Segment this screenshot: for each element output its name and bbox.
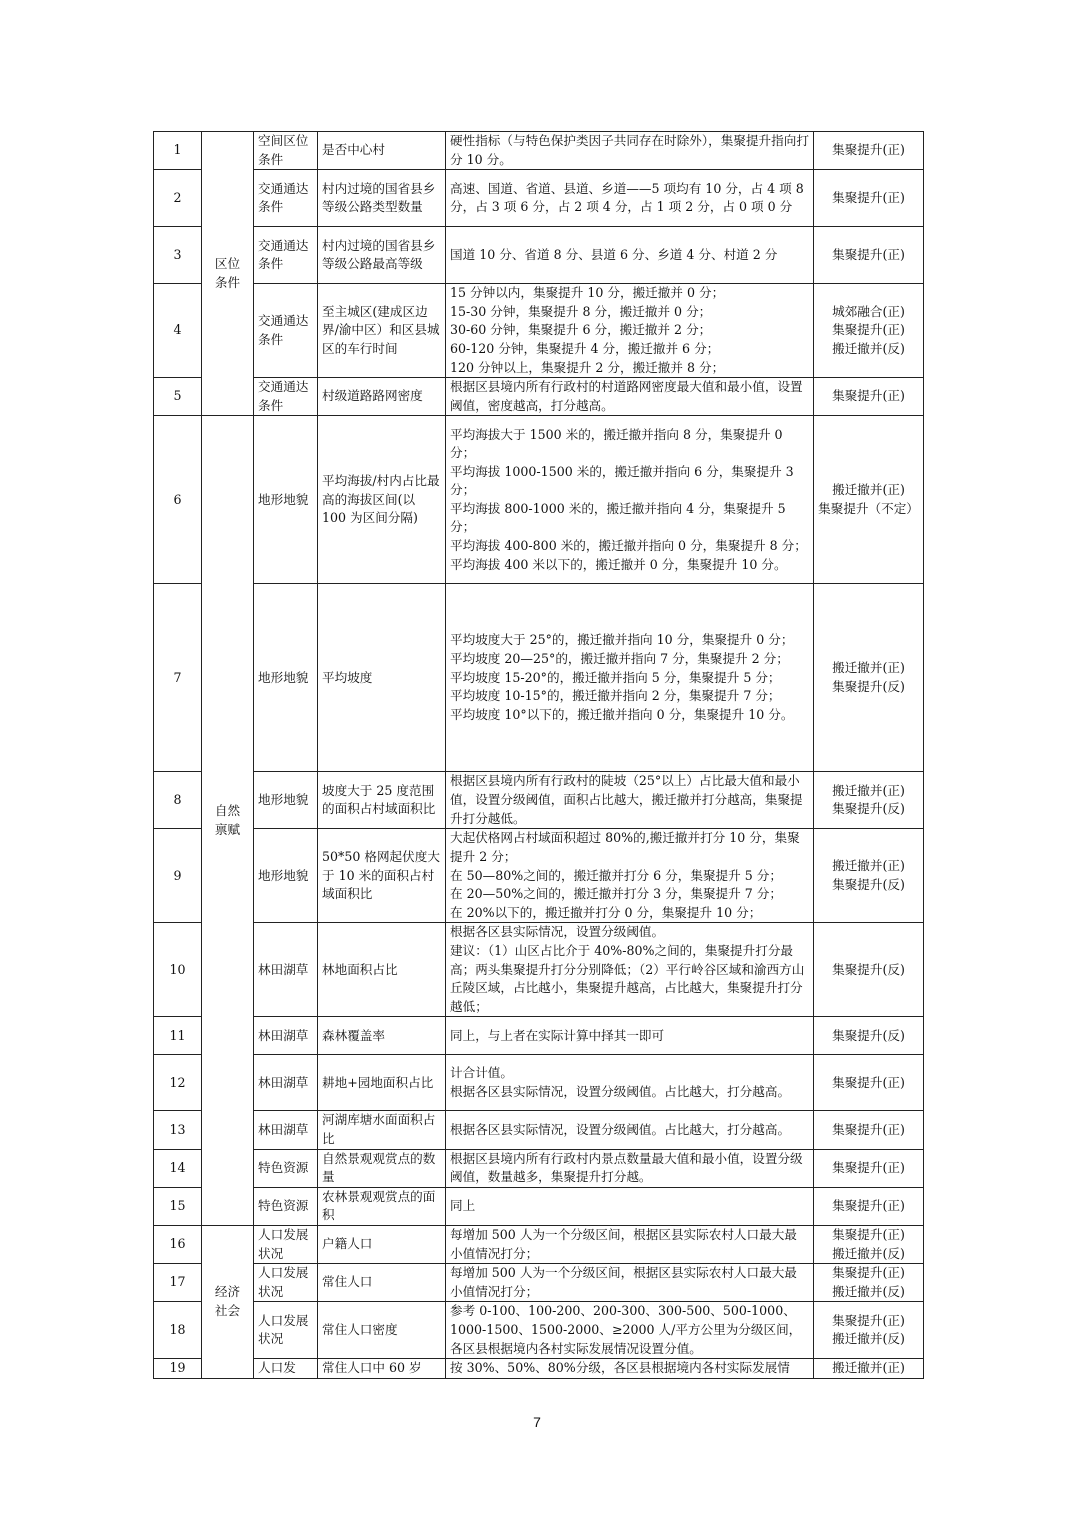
dimension-cell: 人口发展状况: [254, 1225, 318, 1263]
table-row: [154, 170, 924, 227]
scoring-rule-cell: 参考 0-100、100-200、200-300、300-500、500-1000、1000-1500、1500-2000、≥2000 人/平方公里为分级区间，各区县根据境内各村实际发展情况设置分值。: [446, 1302, 814, 1359]
scoring-rule-cell: 按 30%、50%、80%分级，各区县根据境内各村实际发展情: [446, 1359, 814, 1379]
scoring-rule-cell: 平均海拔大于 1500 米的，搬迁撤并指向 8 分，集聚提升 0 分； 平均海拔 1000-1500 米的，搬迁撤并指向 6 分，集聚提升 3 分； 平均海拔 800-1000 米的，搬迁撤并指向 4 分，集聚提升 5 分； 平均海拔 400-800 米的，搬迁撤并指向 0 分，集聚提升 8 分； 平均海拔 400 米以下的，搬迁撤并 0 分，集聚提升 10 分。: [446, 416, 814, 584]
row-number: 10: [154, 923, 202, 1017]
scoring-rule-cell: 每增加 500 人为一个分级区间，根据区县实际农村人口最大最小值情况打分；: [446, 1264, 814, 1302]
row-number: 3: [154, 227, 202, 284]
table-row: [154, 923, 924, 1017]
row-number: 5: [154, 378, 202, 416]
row-number: 9: [154, 829, 202, 923]
row-number: 13: [154, 1111, 202, 1149]
dimension-cell: 地形地貌: [254, 416, 318, 584]
table-row: [154, 1187, 924, 1225]
indicator-cell: 平均海拔/村内占比最高的海拔区间(以 100 为区间分隔): [318, 416, 446, 584]
scoring-rule-cell: 硬性指标（与特色保护类因子共同存在时除外），集聚提升指向打分 10 分。: [446, 132, 814, 170]
table-row: [154, 378, 924, 416]
scoring-rule-cell: 计合计值。 根据各区县实际情况，设置分级阈值。占比越大，打分越高。: [446, 1055, 814, 1111]
scoring-rule-cell: 根据各区县实际情况，设置分级阈值。 建议：（1）山区占比介于 40%-80%之间的，集聚提升打分最高；两头集聚提升打分分别降低；（2）平行岭谷区域和渝西方山丘陵区域，占比越小，集聚提升越高，占比越大，集聚提升打分越低；: [446, 923, 814, 1017]
dimension-cell: 林田湖草: [254, 1111, 318, 1149]
table-row: [154, 1359, 924, 1379]
direction-cell: 搬迁撤并(正) 集聚提升（不定）: [814, 416, 924, 584]
table-row: [154, 1111, 924, 1149]
indicator-cell: 森林覆盖率: [318, 1017, 446, 1055]
dimension-cell: 地形地貌: [254, 584, 318, 772]
table-row: [154, 132, 924, 170]
indicator-cell: 耕地+园地面积占比: [318, 1055, 446, 1111]
indicator-cell: 村内过境的国省县乡等级公路类型数量: [318, 170, 446, 227]
direction-cell: 集聚提升(正): [814, 1187, 924, 1225]
dimension-cell: 林田湖草: [254, 923, 318, 1017]
direction-cell: 搬迁撤并(正) 集聚提升(反): [814, 772, 924, 829]
dimension-cell: 林田湖草: [254, 1055, 318, 1111]
page-number: 7: [533, 1414, 541, 1430]
scoring-rule-cell: 高速、国道、省道、县道、乡道——5 项均有 10 分，占 4 项 8 分，占 3 项 6 分，占 2 项 4 分，占 1 项 2 分，占 0 项 0 分: [446, 170, 814, 227]
row-number: 6: [154, 416, 202, 584]
indicator-cell: 平均坡度: [318, 584, 446, 772]
dimension-cell: 空间区位条件: [254, 132, 318, 170]
direction-cell: 集聚提升(正) 搬迁撤并(反): [814, 1225, 924, 1263]
table-row: [154, 1149, 924, 1187]
dimension-cell: 人口发展状况: [254, 1264, 318, 1302]
direction-cell: 集聚提升(正): [814, 1149, 924, 1187]
indicator-table: [153, 131, 924, 1379]
table-row: [154, 416, 924, 584]
table-row: [154, 1017, 924, 1055]
table-row: [154, 227, 924, 284]
row-number: 4: [154, 284, 202, 378]
category-cell: 经济 社会: [202, 1225, 254, 1378]
category-cell: 区位 条件: [202, 132, 254, 416]
dimension-cell: 交通通达条件: [254, 227, 318, 284]
indicator-cell: 农林景观观赏点的面积: [318, 1187, 446, 1225]
scoring-rule-cell: 根据各区县实际情况，设置分级阈值。占比越大，打分越高。: [446, 1111, 814, 1149]
direction-cell: 城郊融合(正) 集聚提升(正) 搬迁撤并(反): [814, 284, 924, 378]
scoring-rule-cell: 15 分钟以内，集聚提升 10 分，搬迁撤并 0 分； 15-30 分钟，集聚提升 8 分，搬迁撤并 0 分； 30-60 分钟，集聚提升 6 分，搬迁撤并 2 分； 60-120 分钟，集聚提升 4 分，搬迁撤并 6 分； 120 分钟以上，集聚提升 2 分，搬迁撤并 8 分；: [446, 284, 814, 378]
scoring-rule-cell: 同上，与上者在实际计算中择其一即可: [446, 1017, 814, 1055]
indicator-cell: 至主城区(建成区边界/渝中区）和区县城区的车行时间: [318, 284, 446, 378]
indicator-cell: 自然景观观赏点的数量: [318, 1149, 446, 1187]
indicator-cell: 村内过境的国省县乡等级公路最高等级: [318, 227, 446, 284]
row-number: 11: [154, 1017, 202, 1055]
indicator-cell: 50*50 格网起伏度大于 10 米的面积占村域面积比: [318, 829, 446, 923]
table-row: [154, 1264, 924, 1302]
scoring-rule-cell: 平均坡度大于 25°的，搬迁撤并指向 10 分，集聚提升 0 分； 平均坡度 20—25°的，搬迁撤并指向 7 分，集聚提升 2 分； 平均坡度 15-20°的，搬迁撤并指向 5 分，集聚提升 5 分； 平均坡度 10-15°的，搬迁撤并指向 2 分，集聚提升 7 分； 平均坡度 10°以下的，搬迁撤并指向 0 分，集聚提升 10 分。: [446, 584, 814, 772]
dimension-cell: 地形地貌: [254, 772, 318, 829]
indicator-cell: 常住人口密度: [318, 1302, 446, 1359]
table-row: [154, 1055, 924, 1111]
table-row: [154, 1302, 924, 1359]
scoring-rule-cell: 根据区县境内所有行政村内景点数量最大值和最小值，设置分级阈值，数量越多，集聚提升打分越。: [446, 1149, 814, 1187]
dimension-cell: 林田湖草: [254, 1017, 318, 1055]
category-cell: 自然 禀赋: [202, 416, 254, 1226]
direction-cell: 集聚提升(反): [814, 923, 924, 1017]
indicator-cell: 常住人口: [318, 1264, 446, 1302]
direction-cell: 集聚提升(正): [814, 170, 924, 227]
row-number: 17: [154, 1264, 202, 1302]
row-number: 16: [154, 1225, 202, 1263]
table-row: [154, 829, 924, 923]
scoring-rule-cell: 大起伏格网占村域面积超过 80%的,搬迁撤并打分 10 分，集聚提升 2 分； 在 50—80%之间的，搬迁撤并打分 6 分，集聚提升 5 分； 在 20—50%之间的，搬迁撤并打分 3 分，集聚提升 7 分； 在 20%以下的，搬迁撤并打分 0 分，集聚提升 10 分；: [446, 829, 814, 923]
table-row: [154, 772, 924, 829]
scoring-rule-cell: 每增加 500 人为一个分级区间，根据区县实际农村人口最大最小值情况打分；: [446, 1225, 814, 1263]
indicator-cell: 户籍人口: [318, 1225, 446, 1263]
direction-cell: 集聚提升(正): [814, 1111, 924, 1149]
dimension-cell: 交通通达条件: [254, 284, 318, 378]
dimension-cell: 特色资源: [254, 1187, 318, 1225]
scoring-rule-cell: 国道 10 分、省道 8 分、县道 6 分、乡道 4 分、村道 2 分: [446, 227, 814, 284]
direction-cell: 搬迁撤并(正) 集聚提升(反): [814, 584, 924, 772]
indicator-cell: 河湖库塘水面面积占比: [318, 1111, 446, 1149]
scoring-rule-cell: 根据区县境内所有行政村的村道路网密度最大值和最小值，设置阈值，密度越高，打分越高。: [446, 378, 814, 416]
dimension-cell: 地形地貌: [254, 829, 318, 923]
scoring-rule-cell: 根据区县境内所有行政村的陡坡（25°以上）占比最大值和最小值，设置分级阈值，面积占比越大，搬迁撤并打分越高，集聚提升打分越低。: [446, 772, 814, 829]
table-row: [154, 584, 924, 772]
direction-cell: 搬迁撤并(正) 集聚提升(反): [814, 829, 924, 923]
row-number: 15: [154, 1187, 202, 1225]
indicator-cell: 是否中心村: [318, 132, 446, 170]
dimension-cell: 特色资源: [254, 1149, 318, 1187]
indicator-cell: 坡度大于 25 度范围的面积占村域面积比: [318, 772, 446, 829]
direction-cell: 集聚提升(正): [814, 1055, 924, 1111]
indicator-cell: 常住人口中 60 岁: [318, 1359, 446, 1379]
table-row: [154, 284, 924, 378]
table-row: [154, 1225, 924, 1263]
row-number: 7: [154, 584, 202, 772]
scoring-rule-cell: 同上: [446, 1187, 814, 1225]
direction-cell: 集聚提升(正): [814, 378, 924, 416]
row-number: 1: [154, 132, 202, 170]
direction-cell: 集聚提升(正) 搬迁撤并(反): [814, 1302, 924, 1359]
dimension-cell: 交通通达条件: [254, 170, 318, 227]
row-number: 12: [154, 1055, 202, 1111]
indicator-cell: 村级道路路网密度: [318, 378, 446, 416]
row-number: 2: [154, 170, 202, 227]
direction-cell: 集聚提升(正) 搬迁撤并(反): [814, 1264, 924, 1302]
row-number: 8: [154, 772, 202, 829]
dimension-cell: 人口发: [254, 1359, 318, 1379]
direction-cell: 搬迁撤并(正): [814, 1359, 924, 1379]
indicator-cell: 林地面积占比: [318, 923, 446, 1017]
row-number: 14: [154, 1149, 202, 1187]
direction-cell: 集聚提升(正): [814, 132, 924, 170]
dimension-cell: 交通通达条件: [254, 378, 318, 416]
direction-cell: 集聚提升(正): [814, 227, 924, 284]
dimension-cell: 人口发展状况: [254, 1302, 318, 1359]
row-number: 19: [154, 1359, 202, 1379]
direction-cell: 集聚提升(反): [814, 1017, 924, 1055]
row-number: 18: [154, 1302, 202, 1359]
